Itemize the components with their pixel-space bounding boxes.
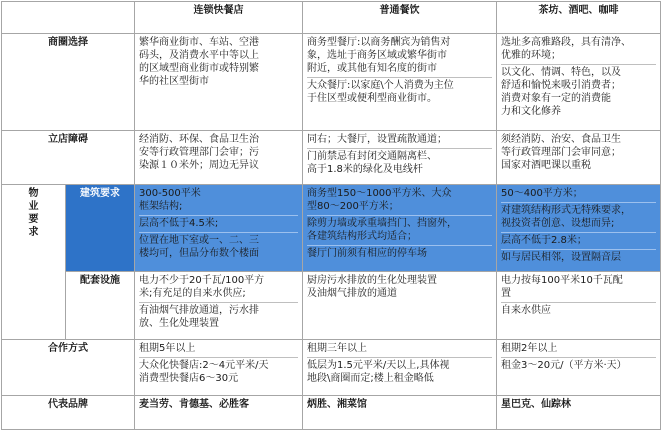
cell-facility-col1 xyxy=(135,272,303,340)
cell-building-col3 xyxy=(497,185,661,272)
text-line: 象，选址于商务区域或繁华街市 xyxy=(307,50,447,61)
cell-facility-col2 xyxy=(303,272,497,340)
text-line: 位置在地下室或一、二、三 xyxy=(139,235,259,246)
text-line: 餐厅门前须有相应的停车场 xyxy=(307,248,427,259)
cell-facility-col3 xyxy=(497,272,661,340)
text-line: 于住区型或便利型商业街市。 xyxy=(307,93,437,104)
row-barrier xyxy=(2,131,661,185)
brand-chain-fastfood: 麦当劳、肯德基、必胜客 xyxy=(135,396,303,430)
cell-cooperation-col3 xyxy=(497,340,661,396)
text-line: 电力不少于20千瓦/100平方 xyxy=(139,275,265,286)
text-line: 大众化快餐店:2～4元平米/天 xyxy=(139,360,269,371)
text-line: 大众餐厅:以家庭\个人消费为主位 xyxy=(307,80,454,91)
text-line: 的区域型商业街市或特别繁 xyxy=(139,63,259,74)
row-cooperation xyxy=(2,340,661,396)
text-line: 型80～200平方米； xyxy=(307,201,399,212)
text-line: 门前禁忌有封闭交通隔离栏、 xyxy=(307,151,437,162)
label-barrier: 立店障碍 xyxy=(2,131,135,185)
text-line: 消费对象有一定的消费能 xyxy=(501,93,611,104)
text-line: 层高不低于2.8米； xyxy=(501,235,587,246)
text-line: 租期2年以上 xyxy=(501,343,558,354)
text-line: 附近，或其他有知名度的街市 xyxy=(307,63,437,74)
text-line: 经消防、环保、食品卫生治 xyxy=(139,134,259,145)
text-line: 商务型150～1000平方米、大众 xyxy=(307,188,452,199)
brand-teahouse-bar-cafe: 星巴克、仙踪林 xyxy=(497,396,661,430)
text-line: 除剪力墙或承重墙挡门、挡窗外， xyxy=(307,218,457,229)
text-line: 地段\商圈而定;楼上租金略低 xyxy=(307,373,434,384)
row-building xyxy=(2,185,661,272)
text-line: 租期5年以上 xyxy=(139,343,196,354)
label-cooperation: 合作方式 xyxy=(2,340,135,396)
header-row xyxy=(2,2,661,34)
cell-building-col1 xyxy=(135,185,303,272)
text-line: 对建筑结构形式无特殊要求， xyxy=(501,205,631,216)
text-line: 低层为1.5元平米/天以上,具体视 xyxy=(307,360,450,371)
text-line: 各建筑结构形式均适合； xyxy=(307,231,417,242)
text-line: 电力按每100平米10千瓦配 xyxy=(501,275,623,286)
label-brands: 代表品牌 xyxy=(2,396,135,430)
text-line: 染源１０米外；周边无异议 xyxy=(139,160,259,171)
text-line: 国家对酒吧课以重税 xyxy=(501,160,591,171)
label-property: 物 业 要 求 xyxy=(2,185,66,340)
row-facility xyxy=(2,272,661,340)
cell-barrier-col2 xyxy=(303,131,497,185)
text-line: 高于1.8米的绿化及电线杆 xyxy=(307,164,423,175)
label-district: 商圈选择 xyxy=(2,34,135,131)
text-line: 米;有充足的自来水供应; xyxy=(139,288,246,299)
cell-district-col2 xyxy=(303,34,497,131)
text-line: 舒适和愉悦来吸引消费者； xyxy=(501,80,621,91)
comparison-table xyxy=(1,1,661,430)
header-chain-fastfood: 连锁快餐店 xyxy=(135,2,303,34)
header-ordinary-dining: 普通餐饮 xyxy=(303,2,497,34)
text-line: 繁华商业街市、车站、空港 xyxy=(139,37,259,48)
row-district xyxy=(2,34,661,131)
text-line: 及油烟气排放的通道 xyxy=(307,288,397,299)
cell-building-col2 xyxy=(303,185,497,272)
text-line: 框架结构; xyxy=(139,201,183,212)
text-line: 自来水供应 xyxy=(501,305,551,316)
text-line: 消费型快餐店6～30元 xyxy=(139,373,239,384)
cell-barrier-col3 xyxy=(497,131,661,185)
text-line: 安等行政管理部门会审；污 xyxy=(139,147,259,158)
text-line: 300-500平米 xyxy=(139,188,201,199)
corner-cell xyxy=(2,2,135,34)
cell-cooperation-col2 xyxy=(303,340,497,396)
cell-barrier-col1 xyxy=(135,131,303,185)
label-building: 建筑要求 xyxy=(66,185,135,272)
cell-cooperation-col1 xyxy=(135,340,303,396)
cell-district-col1 xyxy=(135,34,303,131)
text-line: 以文化、情调、特色，以及 xyxy=(501,67,621,78)
header-teahouse-bar-cafe: 茶坊、酒吧、咖啡 xyxy=(497,2,661,34)
label-facility: 配套设施 xyxy=(66,272,135,340)
text-line: 同右；大餐厅，设置疏散通道； xyxy=(307,134,447,145)
text-line: 有油烟气排放通道，污水排 xyxy=(139,305,259,316)
text-line: 视投资者创意、设想而异; xyxy=(501,218,615,229)
text-line: 租期三年以上 xyxy=(307,343,367,354)
text-line: 须经消防、治安、食品卫生 xyxy=(501,134,621,145)
brand-ordinary-dining: 炳胜、湘菜馆 xyxy=(303,396,497,430)
cell-district-col3 xyxy=(497,34,661,131)
text-line: 厨房污水排放的生化处理装置 xyxy=(307,275,437,286)
text-line: 力和文化修养 xyxy=(501,106,561,117)
text-line: 华的社区型街市 xyxy=(139,76,209,87)
text-line: 放、生化处理装置 xyxy=(139,318,219,329)
text-line: 50～400平方米； xyxy=(501,188,583,199)
text-line: 码头，及消费水平中等以上 xyxy=(139,50,259,61)
text-line: 优雅的环境； xyxy=(501,50,561,61)
row-brands xyxy=(2,396,661,430)
text-line: 等行政管理部门会审同意； xyxy=(501,147,621,158)
text-line: 选址多高雅路段，具有清净、 xyxy=(501,37,631,48)
text-line: 如与居民相邻，设置隔音层 xyxy=(501,252,621,263)
text-line: 层高不低于4.5米; xyxy=(139,218,219,229)
text-line: 置 xyxy=(501,288,511,299)
text-line: 租金3～20元/（平方米·天） xyxy=(501,360,627,371)
text-line: 商务型餐厅:以商务酬宾为销售对 xyxy=(307,37,451,48)
text-line: 楼均可，但品分布数个楼面 xyxy=(139,248,259,259)
